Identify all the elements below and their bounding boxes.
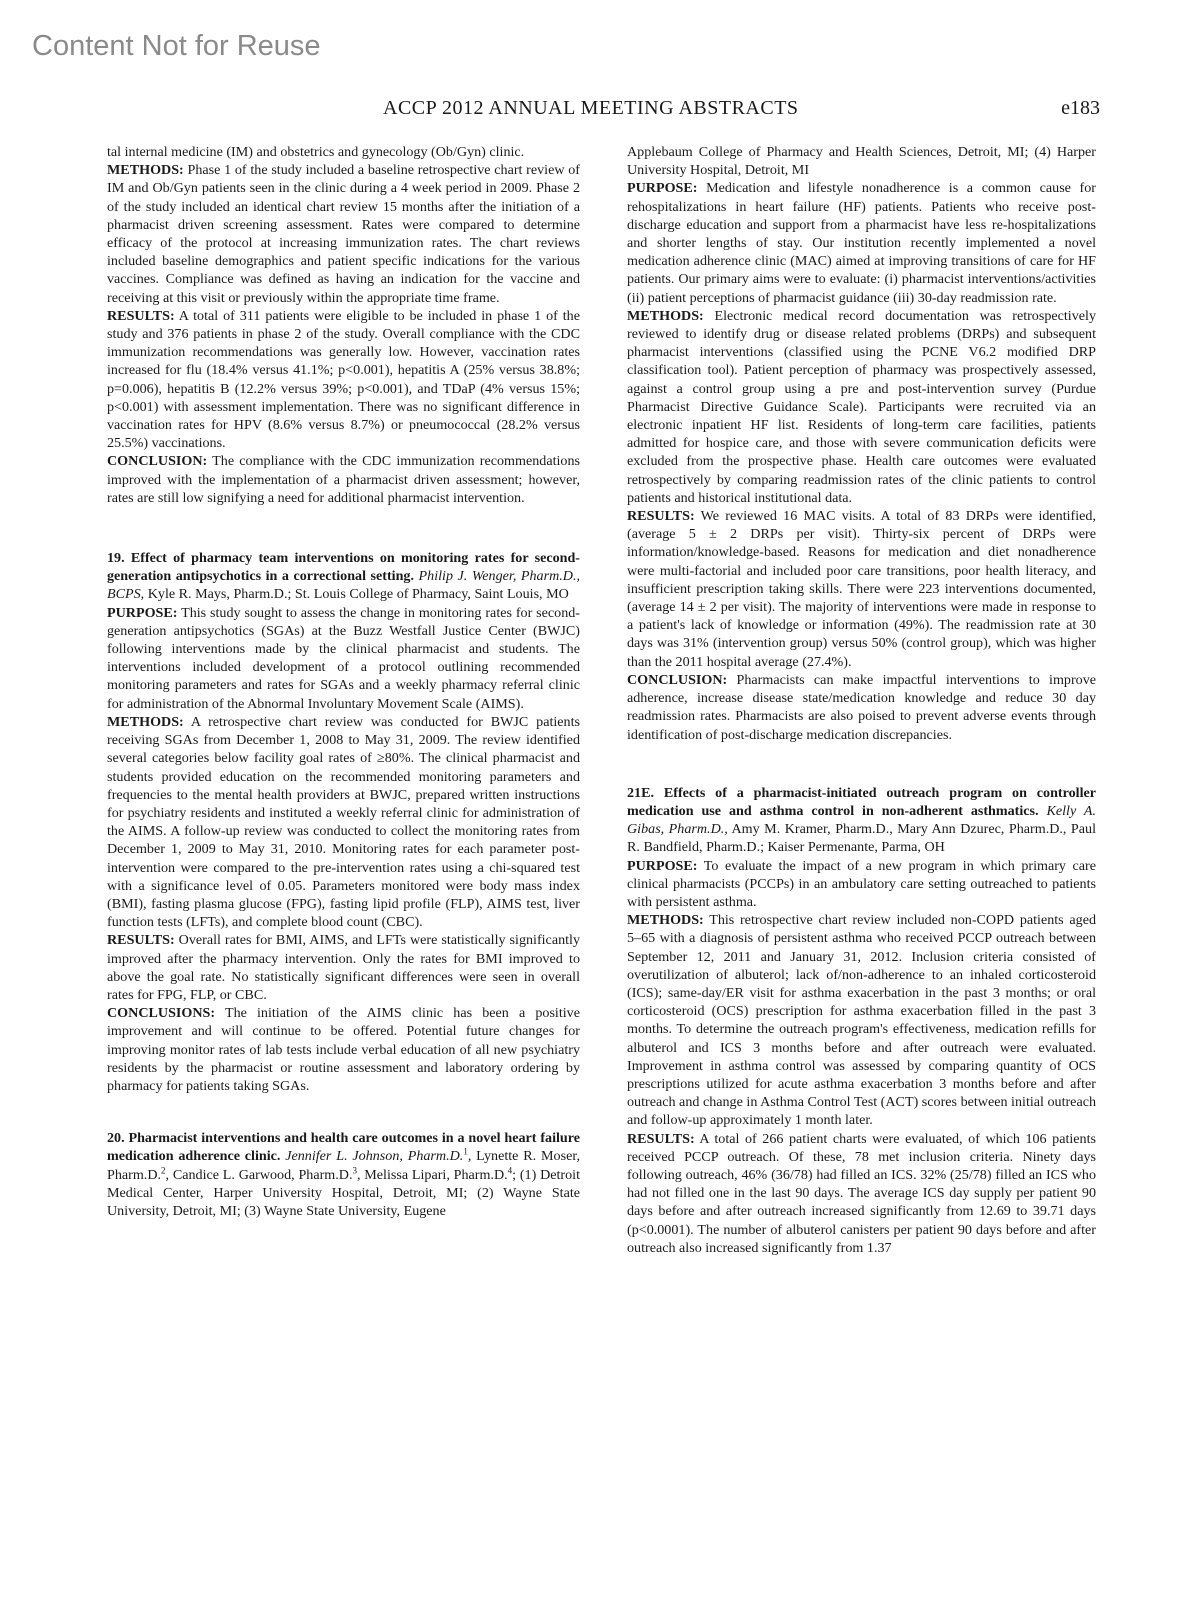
affiliation-marker: 4 (507, 1164, 513, 1175)
abstract-19-presenting-author: Philip J. Wenger, Pharm.D., BCPS, (107, 568, 580, 603)
continued-methods (107, 161, 580, 307)
results-text: We reviewed 16 MAC visits. A total of 83 DRPs were identified, (average 5 ± 2 DRPs per visit). Thirty-six percent of DRPs were information/knowledge-based. Reasons for medication and diet nonadherence were multi-factorial and included poor care transitions, poor health literacy, and insufficient prescription taking skills. There were 223 interventions documented, (average 14 ± 2 per visit). The majority of interventions were made in response to a patient's lack of knowledge or information (49%). The readmission rate at 30 days was 31% (intervention group) versus 50% (control group), which was higher than the 2011 hospital average (27.4%). (627, 508, 1096, 670)
continued-conclusion (107, 452, 580, 507)
methods-text: Electronic medical record documentation was retrospectively reviewed to identify drug or disease related problems (DRPs) and subsequent pharmacist interventions (classified using the PCNE V6.2 modified DRP classification tool). Patient perception of pharmacy was prospectively assessed, against a control group using a pre and post-intervention survey (Purdue Pharmacist Directive Guidance Scale). Participants were recruited via an electronic inpatient HF list. Residents of long-term care facilities, patients admitted for hospice care, and those with severe communication deficits were excluded from the prospective phase. Health care outcomes were evaluated retrospectively by comparing readmission rates of the clinic patients to control patients and historical institutional data. (627, 307, 1096, 506)
abstract-20-presenting-author: Jennifer L. Johnson, Pharm.D. (280, 1148, 464, 1165)
left-column (107, 143, 580, 1220)
abstract-20-affiliations: ; (1) Detroit Medical Center, Harper University Hospital, Detroit, MI; (2) Wayne State University, Detroit, MI; (3) Wayne State University, Eugene (107, 1166, 580, 1219)
abstract-20-methods (627, 307, 1096, 507)
page-number: e183 (1061, 97, 1100, 119)
abstract-19-title: 19. Effect of pharmacy team interventions on monitoring rates for second-generation antipsychotics in a correctional setting. (107, 550, 580, 585)
abstract-20-affiliations-continued (627, 143, 1096, 179)
results-label: RESULTS: (627, 508, 695, 525)
results-text: Overall rates for BMI, AIMS, and LFTs were statistically significantly improved after the pharmacy intervention. Only the rates for BMI improved to above the goal rate. No statistically significant differences were seen in overall rates for FPG, FLP, or CBC. (107, 932, 580, 1003)
purpose-label: PURPOSE: (107, 604, 178, 621)
affiliations-text: Applebaum College of Pharmacy and Health Sciences, Detroit, MI; (4) Harper University Hospital, Detroit, MI (627, 144, 1096, 179)
abstract-19-heading (107, 549, 580, 604)
affiliation-marker: 3 (352, 1164, 357, 1175)
affiliation-marker: 2 (161, 1164, 166, 1175)
abstract-19-results (107, 931, 580, 1004)
conclusion-label: CONCLUSION: (107, 453, 208, 470)
abstract-19-purpose (107, 604, 580, 713)
right-column (627, 143, 1096, 1257)
methods-label: METHODS: (107, 162, 184, 179)
purpose-text: Medication and lifestyle nonadherence is a common cause for rehospitalizations in heart failure (HF) patients. Patients who receive post-discharge education and support from a pharmacist have less re-hospitalizations and shorter lengths of stay. Our institution recently implemented a novel medication adherence clinic (MAC) aimed at improving transitions of care for HF patients. Our primary aims were to evaluate: (i) pharmacist interventions/activities (ii) patient perceptions of pharmacist guidance (iii) 30-day readmission rate. (627, 180, 1096, 306)
results-text: A total of 266 patient charts were evaluated, of which 106 patients received PCCP outreach. Of these, 78 met inclusion criteria. Ninety days following outreach, 46% (36/78) had filled an ICS. 32% (25/78) filled an ICS who had not filled one in the last 90 days. The average ICS day supply per patient 90 days before and after outreach increased significantly from 12.69 to 39.71 days (p<0.0001). The number of albuterol canisters per patient 90 days before and after outreach also increased significantly from 1.37 (627, 1130, 1096, 1256)
results-label: RESULTS: (107, 307, 175, 324)
abstract-20-author-4: , Melissa Lipari, Pharm.D. (356, 1166, 508, 1183)
methods-text: Phase 1 of the study included a baseline retrospective chart review of IM and Ob/Gyn patients seen in the clinic during a 4 week period in 2009. Phase 2 of the study included an identical chart review 15 months after the initiation of a pharmacist driven screening assessment. Rates were compared to determine efficacy of the protocol at increasing immunization rates. The chart reviews included baseline demographics and patient specific indications for the various vaccines. Compliance was defined as having an indication for the vaccine and receiving at this visit or previously within the appropriate time frame. (107, 162, 580, 306)
purpose-label: PURPOSE: (627, 180, 698, 197)
running-title: ACCP 2012 ANNUAL MEETING ABSTRACTS (383, 97, 799, 119)
abstract-20-title: 20. Pharmacist interventions and health care outcomes in a novel heart failure medication adherence clinic. (107, 1130, 580, 1165)
abstract-21e-methods (627, 911, 1096, 1129)
abstract-20-author-2: , Lynette R. Moser, Pharm.D. (107, 1148, 580, 1183)
purpose-label: PURPOSE: (627, 857, 698, 874)
abstract-21e-title: 21E. Effects of a pharmacist-initiated outreach program on controller medication use and asthma control in non-adherent asthmatics. (627, 784, 1096, 819)
methods-label: METHODS: (107, 713, 184, 730)
abstract-21e-results (627, 1130, 1096, 1257)
continued-intro-text: tal internal medicine (IM) and obstetrics and gynecology (Ob/Gyn) clinic. (107, 144, 525, 160)
results-label: RESULTS: (627, 1130, 695, 1147)
abstract-20-results (627, 507, 1096, 671)
abstract-19-conclusions (107, 1004, 580, 1095)
abstract-21e-heading (627, 784, 1096, 857)
abstract-20-author-3: , Candice L. Garwood, Pharm.D. (165, 1166, 353, 1183)
conclusion-text: The compliance with the CDC immunization recommendations improved with the implementation of a pharmacist driven assessment; however, rates are still low signifying a need for additional pharmacist intervention. (107, 453, 580, 506)
conclusions-label: CONCLUSIONS: (107, 1005, 216, 1022)
abstract-21e-authors: Amy M. Kramer, Pharm.D., Mary Ann Dzurec, Pharm.D., Paul R. Bandfield, Pharm.D.; Kaiser Permenante, Parma, OH (627, 821, 1096, 856)
conclusion-label: CONCLUSION: (627, 671, 728, 688)
methods-text: This retrospective chart review included non-COPD patients aged 5–65 with a diagnosis of persistent asthma who received PCCP outreach between September 12, 2011 and January 31, 2012. Inclusion criteria consisted of overutilization of albuterol; lack of/non-adherence to an inhaled corticosteroid (ICS); same-day/ER visit for asthma exacerbation in the past 3 months; or oral corticosteroid (OCS) prescription for asthma exacerbation filled in the past 3 months. To determine the outreach program's effectiveness, medication refills for albuterol and ICS 3 months before and after outreach were evaluated. Improvement in asthma control was assessed by comparing quantity of OCS prescriptions utilized for acute asthma exacerbation 3 months before and after outreach and change in Asthma Control Test (ACT) scores between initial outreach and follow-up approximately 1 month later. (627, 912, 1096, 1129)
results-text: A total of 311 patients were eligible to be included in phase 1 of the study and 376 patients in phase 2 of the study. Overall compliance with the CDC immunization recommendations was generally low. However, vaccination rates increased for flu (18.4% versus 41.1%; p<0.001), hepatitis A (25% versus 38.8%; p=0.006), hepatitis B (12.2% versus 39%; p<0.001), and TDaP (4% versus 15%; p<0.001) with assessment implementation. There was no significant difference in vaccination rates for HPV (8.6% versus 8.7%) or pneumococcal (28.2% versus 25.5%) vaccinations. (107, 307, 580, 452)
abstract-19-authors: Kyle R. Mays, Pharm.D.; St. Louis College of Pharmacy, Saint Louis, MO (144, 586, 569, 603)
affiliation-marker: 1 (463, 1146, 468, 1157)
purpose-text: This study sought to assess the change in monitoring rates for second-generation antipsychotics (SGAs) at the Buzz Westfall Justice Center (BWJC) following interventions made by the clinical pharmacist and students. The interventions included development of a protocol outlining recommended monitoring parameters and rates for SGAs and a weekly pharmacy referral clinic for administration of the Abnormal Involuntary Movement Scale (AIMS). (107, 604, 580, 712)
methods-text: A retrospective chart review was conducted for BWJC patients receiving SGAs from December 1, 2008 to May 31, 2009. The review identified several categories below facility goal rates of ≥80%. The clinical pharmacist and students provided education on the recommended monitoring parameters and frequencies to the mental health providers at BWJC, prepared written instructions for psychiatry residents and instituted a weekly referral clinic for administration of the AIMS. A follow-up review was conducted to collect the monitoring rates from December 1, 2009 to May 31, 2010. Monitoring rates for each parameter post-intervention were compared to the pre-intervention rates using a chi-squared test with a significance level of 0.05. Parameters monitored were body mass index (BMI), fasting plasma glucose (FPG), fasting lipid profile (FLP), AIMS test, liver function tests (LFTs), and complete blood count (CBC). (107, 713, 580, 931)
abstract-19-methods (107, 713, 580, 931)
continued-results (107, 307, 580, 453)
results-label: RESULTS: (107, 932, 175, 949)
continued-intro (107, 143, 580, 161)
watermark: Content Not for Reuse (32, 30, 321, 62)
abstract-20-conclusion (627, 671, 1096, 744)
abstract-21e-purpose (627, 857, 1096, 912)
methods-label: METHODS: (627, 307, 704, 324)
conclusions-text: The initiation of the AIMS clinic has been a positive improvement and will continue to be offered. Potential future changes for improving monitor rates of lab tests include verbal education of all new psychiatry residents by the pharmacist or routine assessment and laboratory ordering by pharmacy for patients taking SGAs. (107, 1005, 580, 1094)
methods-label: METHODS: (627, 912, 704, 929)
conclusion-text: Pharmacists can make impactful interventions to improve adherence, increase disease state/medication knowledge and reduce 30 day readmission rates. Pharmacists are also poised to prevent adverse events through identification of post-discharge medication discrepancies. (627, 671, 1096, 743)
abstract-21e-presenting-author: Kelly A. Gibas, Pharm.D., (627, 802, 1096, 838)
purpose-text: To evaluate the impact of a new program in which primary care clinical pharmacists (PCCPs) in an ambulatory care setting outreached to patients with persistent asthma. (627, 857, 1096, 910)
abstract-20-heading (107, 1129, 580, 1220)
abstract-20-purpose (627, 179, 1096, 306)
